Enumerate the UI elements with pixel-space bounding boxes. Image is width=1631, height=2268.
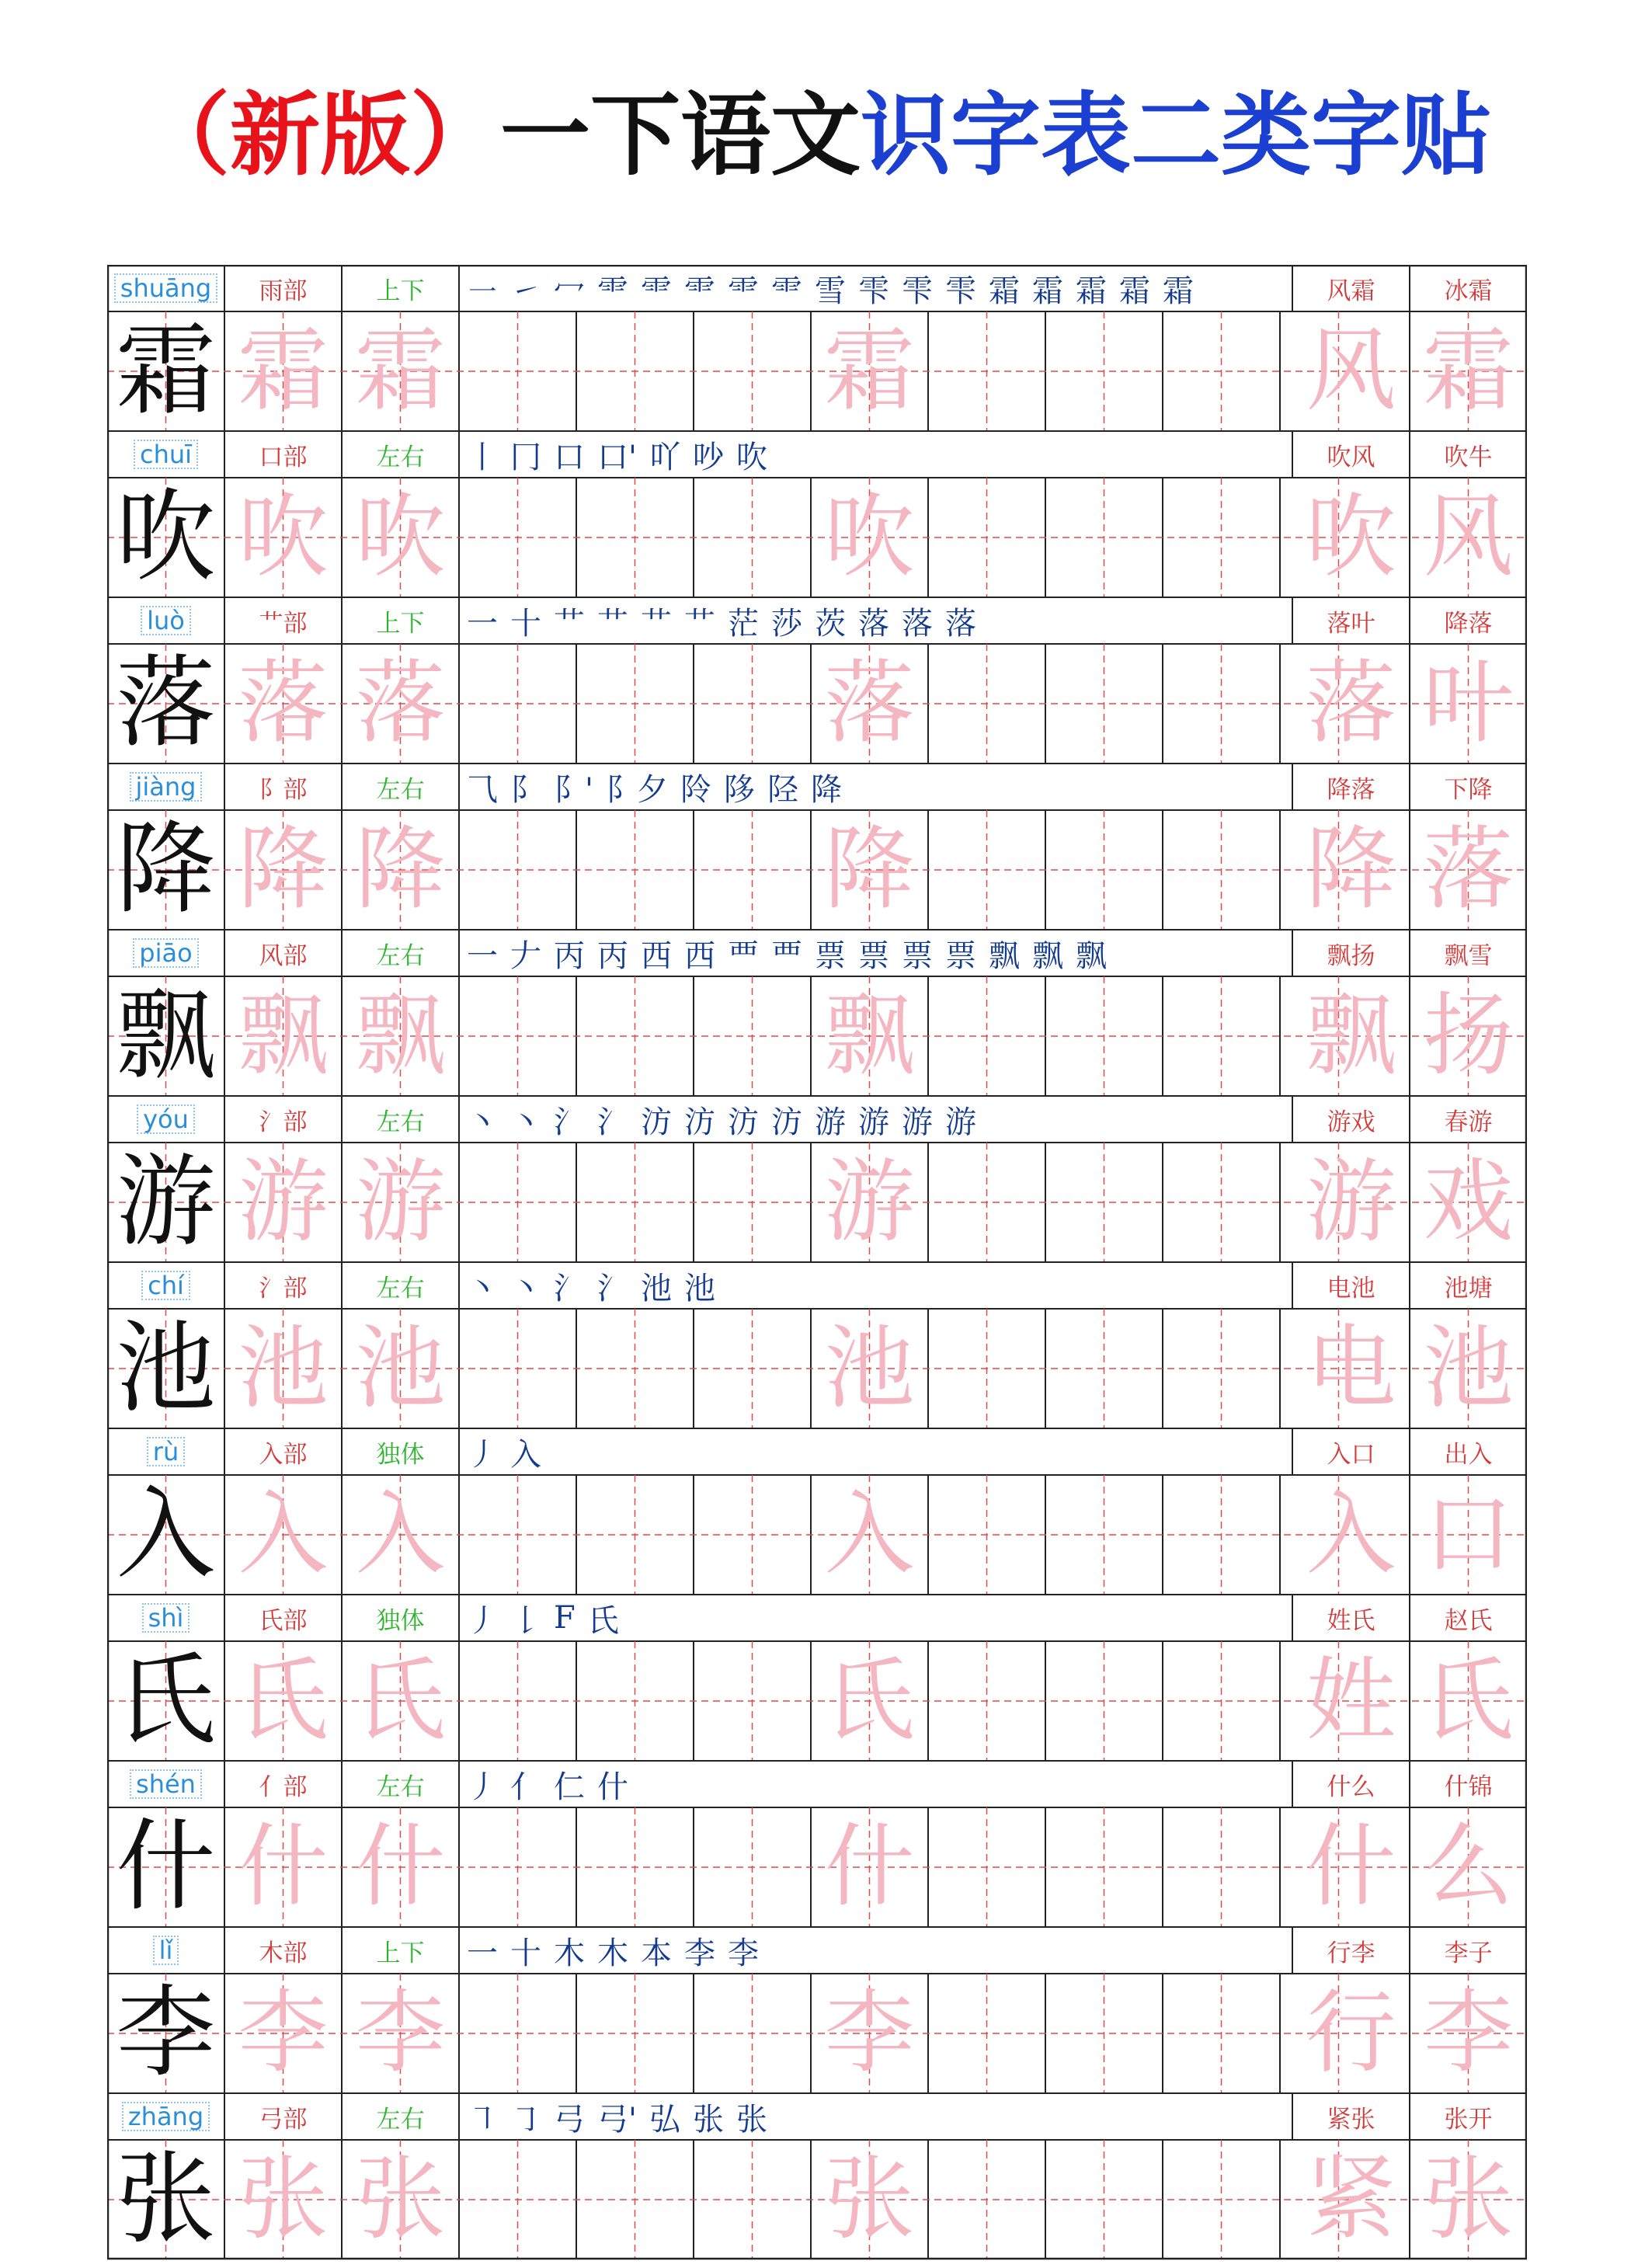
trace-character: 降 — [238, 817, 329, 922]
stroke-step: 一 — [467, 1935, 498, 1971]
char-block — [107, 1927, 1527, 2093]
radical-label: 雨部 — [259, 277, 308, 305]
stroke-step: 游 — [815, 1104, 846, 1140]
stroke-step: 霜 — [1119, 273, 1150, 309]
radical-label: 口部 — [259, 443, 308, 471]
stroke-step: 木 — [597, 1935, 628, 1971]
trace-character: 霜 — [824, 318, 915, 423]
word-1: 降落 — [1327, 775, 1375, 804]
word-trace-character: 池 — [1423, 1316, 1514, 1421]
char-block — [107, 1761, 1527, 1927]
word-2: 张开 — [1444, 2105, 1493, 2134]
stroke-step: 吵 — [693, 439, 724, 475]
radical-label: 阝部 — [259, 775, 308, 804]
word-trace-character: 落 — [1423, 817, 1514, 922]
word-2: 池塘 — [1444, 1274, 1493, 1303]
trace-character: 霜 — [238, 318, 329, 423]
trace-character: 氏 — [824, 1648, 915, 1753]
model-character: 氏 — [116, 1643, 216, 1758]
stroke-step: 丶 — [467, 1104, 498, 1140]
trace-character: 落 — [238, 651, 329, 756]
char-block — [107, 2093, 1527, 2259]
pinyin: chí — [141, 1271, 190, 1300]
word-trace-character: 么 — [1423, 1814, 1514, 1919]
word-1: 姓氏 — [1327, 1606, 1375, 1635]
trace-character: 落 — [355, 651, 446, 756]
info-row — [107, 1761, 1527, 1807]
word-trace-character: 电 — [1306, 1316, 1396, 1421]
stroke-step: 汸 — [684, 1104, 715, 1140]
info-row — [107, 2093, 1527, 2140]
stroke-step: 落 — [902, 605, 933, 642]
stroke-order — [459, 2093, 1300, 2140]
stroke-step: 什 — [597, 1769, 628, 1805]
stroke-step: 汸 — [771, 1104, 802, 1140]
stroke-step: 木 — [554, 1935, 585, 1971]
stroke-step: 雫 — [945, 273, 976, 309]
stroke-step: 游 — [945, 1104, 976, 1140]
stroke-step: 飘 — [1076, 937, 1107, 974]
stroke-step: 霜 — [1076, 273, 1107, 309]
stroke-step: 艹 — [597, 605, 628, 642]
model-character: 霜 — [116, 313, 216, 429]
trace-character: 入 — [238, 1482, 329, 1587]
stroke-step: 票 — [858, 937, 889, 974]
trace-character: 飘 — [355, 983, 446, 1088]
stroke-step: 飘 — [989, 937, 1020, 974]
trace-character: 什 — [355, 1814, 446, 1919]
stroke-step: 一 — [467, 605, 498, 642]
trace-character: 李 — [824, 1981, 915, 2085]
stroke-step: 降 — [811, 771, 842, 808]
structure-label: 左右 — [376, 2105, 425, 2134]
pinyin: rù — [147, 1437, 185, 1466]
practice-row — [107, 1641, 1527, 1761]
trace-character: 张 — [824, 2147, 915, 2252]
title-subject: 识字表二类字贴 — [861, 83, 1491, 188]
trace-character: 吹 — [238, 485, 329, 590]
pinyin-cell — [107, 1428, 224, 1475]
stroke-step: 氵 — [597, 1270, 628, 1306]
stroke-step: 丶 — [510, 1104, 541, 1140]
stroke-step: ⺄ — [467, 771, 498, 808]
word-1: 行李 — [1327, 1939, 1375, 1967]
stroke-step: 弓 — [554, 2101, 585, 2138]
trace-character: 游 — [238, 1150, 329, 1254]
radical-label: 弓部 — [259, 2105, 308, 2134]
structure-label: 左右 — [376, 1274, 425, 1303]
stroke-step: 游 — [858, 1104, 889, 1140]
model-character: 落 — [116, 645, 216, 761]
word-1: 紧张 — [1327, 2105, 1375, 2134]
word-trace-character: 戏 — [1423, 1150, 1514, 1254]
pinyin: shuāng — [114, 273, 217, 303]
practice-sheet — [107, 265, 1527, 2260]
stroke-step: 霜 — [1032, 273, 1063, 309]
pinyin: lǐ — [153, 1936, 179, 1965]
stroke-step: 氏 — [587, 1602, 619, 1639]
stroke-step: 票 — [945, 937, 976, 974]
word-2: 吹牛 — [1444, 443, 1493, 471]
word-trace-character: 行 — [1306, 1981, 1396, 2085]
word-trace-character: 紧 — [1306, 2147, 1396, 2252]
stroke-step: 艹 — [684, 605, 715, 642]
stroke-step: ⻗ — [771, 273, 802, 309]
structure-label: 左右 — [376, 443, 425, 471]
stroke-step: 覀 — [771, 937, 802, 974]
info-row — [107, 1096, 1527, 1143]
pinyin-cell — [107, 1262, 224, 1309]
word-trace-character: 降 — [1306, 817, 1396, 922]
word-2: 飘雪 — [1444, 941, 1493, 970]
trace-character: 入 — [824, 1482, 915, 1587]
char-block — [107, 1428, 1527, 1595]
word-trace-character: 叶 — [1423, 651, 1514, 756]
trace-character: 游 — [355, 1150, 446, 1254]
word-trace-character: 什 — [1306, 1814, 1396, 1919]
word-1: 吹风 — [1327, 443, 1375, 471]
stroke-order — [459, 597, 1300, 644]
word-1: 落叶 — [1327, 609, 1375, 638]
stroke-order — [459, 1096, 1300, 1143]
stroke-order — [459, 1595, 1300, 1641]
stroke-step: 池 — [641, 1270, 672, 1306]
trace-character: 飘 — [824, 983, 915, 1088]
char-block — [107, 265, 1527, 431]
stroke-step: 十 — [510, 605, 541, 642]
pinyin-cell — [107, 2093, 224, 2140]
title-edition: （新版） — [140, 83, 500, 188]
stroke-step: 入 — [510, 1436, 541, 1473]
radical-label: 木部 — [259, 1939, 308, 1967]
info-row — [107, 597, 1527, 644]
practice-row — [107, 810, 1527, 930]
trace-character: 李 — [355, 1981, 446, 2085]
word-2: 春游 — [1444, 1108, 1493, 1136]
pinyin-cell — [107, 1927, 224, 1974]
stroke-step: ⻗ — [597, 273, 628, 309]
stroke-step: ㇐ — [467, 273, 498, 309]
radical-label: 艹部 — [259, 609, 308, 638]
stroke-step: 陉 — [767, 771, 798, 808]
stroke-step: 氵 — [554, 1270, 585, 1306]
stroke-step: 氵 — [597, 1104, 628, 1140]
stroke-step: 覀 — [728, 937, 759, 974]
title-course: 一下语文 — [500, 83, 861, 188]
word-2: 李子 — [1444, 1939, 1493, 1967]
char-block — [107, 930, 1527, 1096]
stroke-step: 吹 — [736, 439, 767, 475]
stroke-step: ㇆ — [510, 2101, 541, 2138]
word-trace-character: 落 — [1306, 651, 1396, 756]
structure-label: 上下 — [376, 1939, 425, 1967]
stroke-order — [459, 265, 1300, 311]
stroke-step: 茫 — [728, 605, 759, 642]
stroke-order — [459, 1927, 1300, 1974]
radical-label: 氏部 — [259, 1606, 308, 1635]
stroke-step: 丙 — [554, 937, 585, 974]
page-title — [0, 78, 1631, 194]
practice-row — [107, 976, 1527, 1096]
stroke-step: 艹 — [641, 605, 672, 642]
stroke-step: 陊 — [724, 771, 755, 808]
stroke-step: 张 — [736, 2101, 767, 2138]
stroke-order — [459, 764, 1300, 810]
stroke-step: 游 — [902, 1104, 933, 1140]
stroke-step: 艹 — [554, 605, 585, 642]
stroke-step: 𠄌 — [510, 1602, 541, 1639]
stroke-step: ㇀ — [510, 273, 541, 309]
stroke-step: ㇕ — [467, 2101, 498, 2138]
pinyin: piāo — [133, 938, 198, 968]
pinyin-cell — [107, 265, 224, 311]
stroke-step: 一 — [467, 937, 498, 974]
pinyin-cell — [107, 930, 224, 976]
stroke-step: ⻗ — [641, 273, 672, 309]
stroke-step: 李 — [684, 1935, 715, 1971]
structure-label: 左右 — [376, 941, 425, 970]
pinyin: shì — [142, 1603, 190, 1633]
char-block — [107, 1096, 1527, 1262]
stroke-step: 茨 — [815, 605, 846, 642]
stroke-step: 霜 — [1163, 273, 1194, 309]
structure-label: 左右 — [376, 1108, 425, 1136]
model-character: 吹 — [116, 479, 216, 595]
word-trace-character: 氏 — [1423, 1648, 1514, 1753]
stroke-step: 口' — [597, 439, 637, 475]
trace-character: 氏 — [355, 1648, 446, 1753]
word-1: 飘扬 — [1327, 941, 1375, 970]
stroke-step: 氵 — [554, 1104, 585, 1140]
structure-label: 独体 — [376, 1440, 425, 1469]
model-character: 李 — [116, 1975, 216, 2091]
model-character: 池 — [116, 1310, 216, 1426]
stroke-step: 丿 — [467, 1436, 498, 1473]
stroke-order — [459, 1262, 1300, 1309]
stroke-step: ⻗ — [728, 273, 759, 309]
stroke-step: 票 — [902, 937, 933, 974]
stroke-step: F — [554, 1600, 576, 1636]
stroke-step: 西 — [641, 937, 672, 974]
stroke-step: 池 — [684, 1270, 715, 1306]
practice-row — [107, 1807, 1527, 1927]
trace-character: 张 — [355, 2147, 446, 2252]
pinyin-cell — [107, 1595, 224, 1641]
stroke-step: 亻 — [510, 1769, 541, 1805]
stroke-step: 丨 — [467, 439, 498, 475]
word-2: 赵氏 — [1444, 1606, 1493, 1635]
trace-character: 池 — [824, 1316, 915, 1421]
radical-label: 氵部 — [259, 1274, 308, 1303]
stroke-step: 仁 — [554, 1769, 585, 1805]
practice-row — [107, 2140, 1527, 2259]
word-2: 降落 — [1444, 609, 1493, 638]
stroke-step: 霜 — [989, 273, 1020, 309]
trace-character: 入 — [355, 1482, 446, 1587]
pinyin: jiàng — [130, 772, 203, 802]
model-character: 飘 — [116, 978, 216, 1094]
stroke-step: 丿 — [467, 1602, 498, 1639]
practice-row — [107, 644, 1527, 764]
word-trace-character: 吹 — [1306, 485, 1396, 590]
stroke-step: 十 — [510, 1935, 541, 1971]
word-2: 冰霜 — [1444, 277, 1493, 305]
word-trace-character: 风 — [1306, 318, 1396, 423]
word-trace-character: 李 — [1423, 1981, 1514, 2085]
stroke-step: 阝' — [554, 771, 593, 808]
stroke-order — [459, 1428, 1300, 1475]
trace-character: 落 — [824, 651, 915, 756]
char-block — [107, 764, 1527, 930]
info-row — [107, 764, 1527, 810]
trace-character: 什 — [238, 1814, 329, 1919]
stroke-step: 张 — [693, 2101, 724, 2138]
stroke-step: 落 — [858, 605, 889, 642]
stroke-step: 冖 — [554, 273, 585, 309]
pinyin-cell — [107, 431, 224, 478]
pinyin-cell — [107, 597, 224, 644]
stroke-step: 丙 — [597, 937, 628, 974]
structure-label: 左右 — [376, 1772, 425, 1801]
word-trace-character: 游 — [1306, 1150, 1396, 1254]
stroke-step: 口 — [554, 439, 585, 475]
model-character: 降 — [116, 812, 216, 927]
stroke-step: 丿 — [467, 1769, 498, 1805]
word-1: 什么 — [1327, 1772, 1375, 1801]
word-trace-character: 飘 — [1306, 983, 1396, 1088]
practice-row — [107, 1309, 1527, 1428]
structure-label: 左右 — [376, 775, 425, 804]
word-2: 下降 — [1444, 775, 1493, 804]
radical-label: 亻部 — [259, 1772, 308, 1801]
radical-label: 入部 — [259, 1440, 308, 1469]
word-trace-character: 口 — [1423, 1482, 1514, 1587]
word-1: 游戏 — [1327, 1108, 1375, 1136]
trace-character: 张 — [238, 2147, 329, 2252]
stroke-step: 阾 — [680, 771, 711, 808]
info-row — [107, 1262, 1527, 1309]
practice-row — [107, 1475, 1527, 1595]
stroke-step: 汸 — [641, 1104, 672, 1140]
word-2: 什锦 — [1444, 1772, 1493, 1801]
stroke-step: 吖 — [649, 439, 680, 475]
trace-character: 池 — [238, 1316, 329, 1421]
info-row — [107, 265, 1527, 311]
pinyin: luò — [141, 606, 191, 635]
word-1: 入口 — [1327, 1440, 1375, 1469]
stroke-step: 西 — [684, 937, 715, 974]
char-block — [107, 431, 1527, 597]
info-row — [107, 930, 1527, 976]
char-block — [107, 1262, 1527, 1428]
info-row — [107, 1595, 1527, 1641]
word-trace-character: 风 — [1423, 485, 1514, 590]
stroke-order — [459, 1761, 1300, 1807]
stroke-order — [459, 431, 1300, 478]
trace-character: 霜 — [355, 318, 446, 423]
practice-row — [107, 478, 1527, 597]
stroke-step: 汸 — [728, 1104, 759, 1140]
char-block — [107, 1595, 1527, 1761]
stroke-step: 本 — [641, 1935, 672, 1971]
radical-label: 氵部 — [259, 1108, 308, 1136]
pinyin-cell — [107, 764, 224, 810]
trace-character: 池 — [355, 1316, 446, 1421]
model-character: 入 — [116, 1477, 216, 1592]
info-row — [107, 1927, 1527, 1974]
info-row — [107, 1428, 1527, 1475]
word-1: 风霜 — [1327, 277, 1375, 305]
practice-row — [107, 1974, 1527, 2093]
word-2: 出入 — [1444, 1440, 1493, 1469]
stroke-step: 落 — [945, 605, 976, 642]
word-trace-character: 霜 — [1423, 318, 1514, 423]
structure-label: 上下 — [376, 609, 425, 638]
word-trace-character: 扬 — [1423, 983, 1514, 1088]
stroke-step: 𠂇 — [510, 937, 541, 974]
trace-character: 降 — [355, 817, 446, 922]
word-trace-character: 入 — [1306, 1482, 1396, 1587]
practice-row — [107, 311, 1527, 431]
word-trace-character: 姓 — [1306, 1648, 1396, 1753]
trace-character: 吹 — [824, 485, 915, 590]
pinyin: shén — [130, 1769, 202, 1799]
word-1: 电池 — [1327, 1274, 1375, 1303]
trace-character: 游 — [824, 1150, 915, 1254]
model-character: 张 — [116, 2141, 216, 2257]
practice-row — [107, 1143, 1527, 1262]
stroke-step: 弓' — [597, 2101, 637, 2138]
model-character: 什 — [116, 1809, 216, 1925]
stroke-step: 丶 — [510, 1270, 541, 1306]
stroke-step: 李 — [728, 1935, 759, 1971]
pinyin: zhāng — [122, 2102, 210, 2131]
stroke-step: 雫 — [902, 273, 933, 309]
stroke-order — [459, 930, 1300, 976]
stroke-step: 莎 — [771, 605, 802, 642]
trace-character: 吹 — [355, 485, 446, 590]
stroke-step: 飘 — [1032, 937, 1063, 974]
stroke-step: 票 — [815, 937, 846, 974]
stroke-step: 雫 — [858, 273, 889, 309]
stroke-step: 阝 — [510, 771, 541, 808]
pinyin-cell — [107, 1761, 224, 1807]
pinyin-cell — [107, 1096, 224, 1143]
structure-label: 上下 — [376, 277, 425, 305]
stroke-step: 雪 — [815, 273, 846, 309]
trace-character: 氏 — [238, 1648, 329, 1753]
model-character: 游 — [116, 1144, 216, 1260]
pinyin: chuī — [134, 440, 198, 469]
stroke-step: 弘 — [649, 2101, 680, 2138]
info-row — [107, 431, 1527, 478]
radical-label: 风部 — [259, 941, 308, 970]
stroke-step: 冂 — [510, 439, 541, 475]
stroke-step: 阝夕 — [606, 771, 668, 808]
char-block — [107, 597, 1527, 764]
stroke-step: ⻗ — [684, 273, 715, 309]
trace-character: 降 — [824, 817, 915, 922]
trace-character: 飘 — [238, 983, 329, 1088]
trace-character: 李 — [238, 1981, 329, 2085]
trace-character: 什 — [824, 1814, 915, 1919]
word-trace-character: 张 — [1423, 2147, 1514, 2252]
stroke-step: 丶 — [467, 1270, 498, 1306]
structure-label: 独体 — [376, 1606, 425, 1635]
pinyin: yóu — [137, 1104, 195, 1134]
